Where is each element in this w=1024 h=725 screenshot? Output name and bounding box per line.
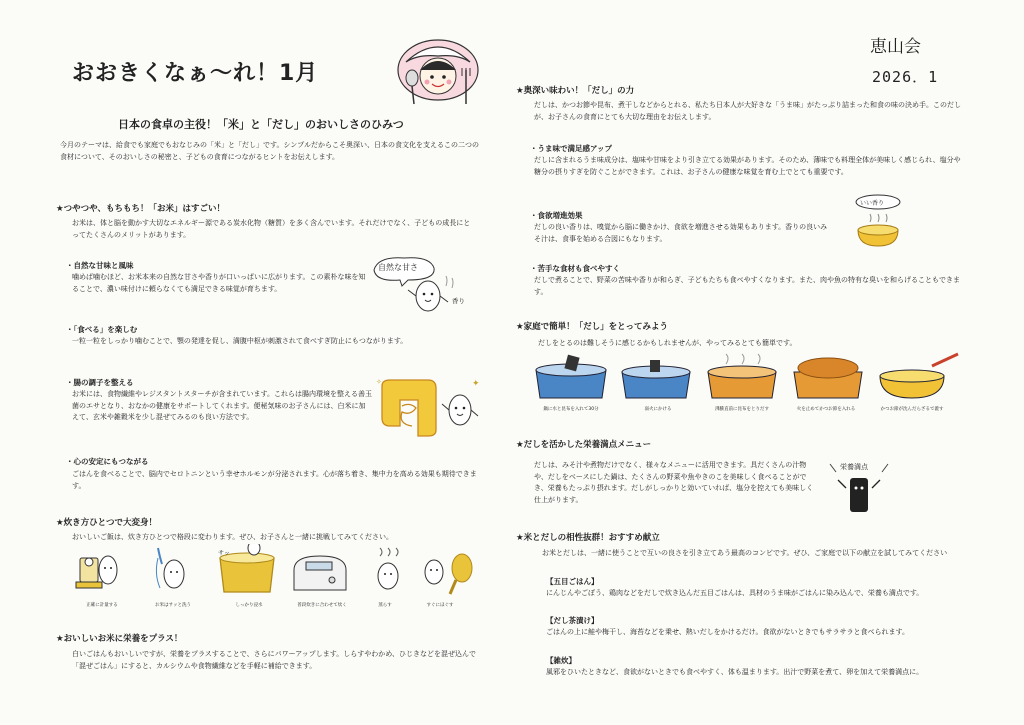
steaming-icon bbox=[378, 548, 398, 589]
dashi-make-text: だしをとるのは難しそうに感じるかもしれませんが、やってみるとても簡単です。 bbox=[538, 339, 797, 347]
rice-point-4-text: ごはんを食べることで、脳内でセロトニンという幸せホルモンが分泌されます。心が落ち着き、集中力を高める効果も期待できます。 bbox=[72, 470, 477, 490]
rice-bubble-label: 自然な甘さ bbox=[378, 263, 418, 272]
cooking-text: おいしいご飯は、炊き方ひとつで格段に変わります。ぜひ、お子さんと一緒に挑戦してみてください。 bbox=[72, 533, 394, 541]
dashi-step-4: 火を止めてかつお節を入れる bbox=[796, 407, 856, 412]
nutrition-text: 白いごはんもおいしいですが、栄養をプラスすることで、さらにパワーアップします。しらすやわかめ、ひじきなどを混ぜ込んで「混ぜごはん」にすると、カルシウムや食物繊維などを手軽に補給できます。 bbox=[72, 650, 476, 670]
dashi-point-3-text: だしで煮ることで、野菜の苦味や香りが和らぎ、子どもたちも食べやすくなります。また、肉や魚の特有な臭いを和らげることもできます。 bbox=[534, 276, 961, 296]
washing-icon bbox=[156, 548, 184, 588]
cook-step-4: 普段炊きに合わせて炊く bbox=[297, 603, 347, 608]
rice-point-1-text: 噛めば噛むほど、お米本来の自然な甘さや香りが口いっぱいに広がります。この素朴な味を知ることで、濃い味付けに頼らなくても満足できる味覚が育ちます。 bbox=[72, 273, 366, 293]
dashi-point-3-title: ・苦手な食材も食べやすく bbox=[530, 264, 620, 273]
bowl-label: いい香り bbox=[860, 200, 885, 207]
combo-item-2-text: ごはんの上に鮭や梅干し、海苔などを乗せ、熱いだしをかけるだけ。食欲がないときでもサラサラと食べられます。 bbox=[546, 628, 909, 636]
wash-sound-label: サッ bbox=[218, 550, 230, 557]
nutrition-badge: 栄養満点 bbox=[840, 463, 868, 471]
chef-girl-illustration bbox=[388, 32, 488, 114]
rice-cooker-icon bbox=[294, 556, 346, 590]
cook-step-6: すぐにほぐす bbox=[426, 603, 454, 608]
intro-text: 今月のテーマは、給食でも家庭でもおなじみの「米」と「だし」です。シンプルだからこそ奥深い、日本の食文化を支えるこの二つの食材について、そのおいしさの秘密と、子どもの食育につながるヒントをお伝えします。 bbox=[60, 141, 479, 161]
cook-step-3: しっかり浸水 bbox=[235, 603, 263, 608]
intestine-illustration bbox=[374, 376, 484, 442]
svg-text:✧: ✧ bbox=[376, 378, 382, 386]
svg-text:✦: ✦ bbox=[472, 379, 480, 389]
combo-item-3-text: 風邪をひいたときなど、食欲がないときでも食べやすく、体も温まります。出汁で野菜を煮て、卵を加えて栄養満点に。 bbox=[546, 668, 924, 676]
dashi-make-heading: ★家庭で簡単！「だし」をとってみよう bbox=[516, 322, 668, 332]
menu-heading: ★だしを活かした栄養満点メニュー bbox=[516, 440, 652, 450]
combo-text: お米とだしは、一緒に使うことで互いの良さを引き立てあう最高のコンビです。ぜひ、ご家庭で以下の献立を試してみてください bbox=[542, 549, 948, 557]
rice-point-4-title: ・心の安定にもつながる bbox=[66, 457, 149, 466]
page-subtitle: 日本の食卓の主役！「米」と「だし」のおいしさのひみつ bbox=[118, 118, 404, 131]
dashi-point-2-title: ・食欲増進効果 bbox=[530, 211, 583, 220]
nutrition-heading: ★おいしいお米に栄養をプラス！ bbox=[56, 634, 183, 644]
scale-icon bbox=[76, 556, 117, 588]
combo-item-1-name: 【五目ごはん】 bbox=[546, 577, 599, 586]
cook-step-1: 正確に計量する bbox=[86, 603, 118, 608]
issue-date: 2026．1 bbox=[872, 68, 939, 86]
pot-boil-icon bbox=[708, 354, 776, 398]
dashi-steps-illustration bbox=[528, 350, 968, 402]
rice-point-1-title: ・自然な甘味と風味 bbox=[66, 261, 134, 270]
rice-aroma-label: 香り bbox=[452, 297, 465, 305]
combo-heading: ★米とだしの相性抜群！おすすめ献立 bbox=[516, 533, 660, 543]
rice-point-3-title: ・腸の調子を整える bbox=[66, 378, 134, 387]
strainer-icon bbox=[880, 354, 958, 398]
pot-katsuobushi-icon bbox=[794, 358, 862, 398]
rice-heading: ★つやつや、もちもち！「お米」はすごい！ bbox=[56, 204, 225, 214]
combo-item-2-name: 【だし茶漬け】 bbox=[546, 616, 599, 625]
rice-text: お米は、体と脳を動かす大切なエネルギー源である炭水化物（糖質）を多く含んでいます。それだけでなく、子どもの成長にとってたくさんのメリットがあります。 bbox=[72, 219, 471, 239]
dashi-point-1-title: ・うま味で満足感アップ bbox=[530, 144, 612, 153]
dashi-point-2-text: だしの良い香りは、嗅覚から脳に働きかけ、食欲を増進させる効果もあります。香りの良いみそ汁は、食事を始める合図にもなります。 bbox=[534, 223, 828, 243]
organization-name: 恵山会 bbox=[870, 37, 921, 57]
menu-text: だしは、みそ汁や煮物だけでなく、様々なメニューに活用できます。具だくさんの汁物や、だしをベースにした鍋は、たくさんの野菜や魚やきのこを美味しく食べることができ、栄養もたっぷり摂れます。だしがしっかりと効いていれば、塩分を控えても美味しく仕上がります。 bbox=[534, 461, 814, 504]
dashi-step-5: かつお節が沈んだらざるで漉す bbox=[880, 407, 944, 412]
dashi-heading: ★奥深い味わい！「だし」の力 bbox=[516, 86, 635, 96]
dashi-step-3: 沸騰直前に昆布をとりだす bbox=[715, 407, 769, 412]
cook-step-2: お米はサッと洗う bbox=[155, 603, 191, 608]
dashi-step-1: 鍋に水と昆布を入れて30分 bbox=[543, 407, 599, 412]
page-title: おおきくなぁ～れ！1月 bbox=[72, 61, 319, 86]
cooking-steps-illustration bbox=[62, 544, 492, 600]
pot-low-heat-icon bbox=[622, 360, 690, 398]
rice-point-3-text: お米には、食物繊維やレジスタントスターチが含まれています。これらは腸内環境を整える善玉菌のエサとなり、おなかの健康をサポートしてくれます。便秘気味のお子さんには、白米に加えて、玄米や雑穀米を少し混ぜてみるのも良い方法です。 bbox=[72, 390, 372, 421]
cooking-heading: ★炊き方ひとつで大変身！ bbox=[56, 518, 157, 528]
rice-point-2-text: 一粒一粒をしっかり噛むことで、顎の発達を促し、満腹中枢が刺激されて食べすぎ防止にもつながります。 bbox=[72, 337, 408, 345]
paddle-icon bbox=[425, 554, 472, 594]
combo-item-1-text: にんじんやごぼう、鶏肉などをだしで炊き込んだ五目ごはんは、具材のうま味がごはんに染み込んで、栄養も満点です。 bbox=[546, 589, 924, 597]
dashi-text: だしは、かつお節や昆布、煮干しなどからとれる、私たち日本人が大好きな「うま味」がたっぷり詰まった和食の味の決め手。このだしが、お子さんの食育にとても大切な理由をお伝えします。 bbox=[534, 101, 961, 121]
rice-point-2-title: ・「食べる」を楽しむ bbox=[66, 325, 138, 334]
combo-item-3-name: 【雑炊】 bbox=[546, 656, 576, 665]
rice-grain-mascot bbox=[368, 250, 488, 316]
dashi-step-2: 弱火にかける bbox=[644, 407, 672, 412]
cook-step-5: 蒸らす bbox=[378, 603, 392, 608]
pot-kombu-icon bbox=[536, 355, 606, 398]
dashi-point-1-text: だしに含まれるうま味成分は、塩味や甘味をより引き立てる効果があります。そのため、薄味でも料理全体が美味しく感じられ、塩分や糖分の摂りすぎを防ぐことができます。これは、お子さんの健康な味覚を育む上でとても重要です。 bbox=[534, 156, 961, 176]
